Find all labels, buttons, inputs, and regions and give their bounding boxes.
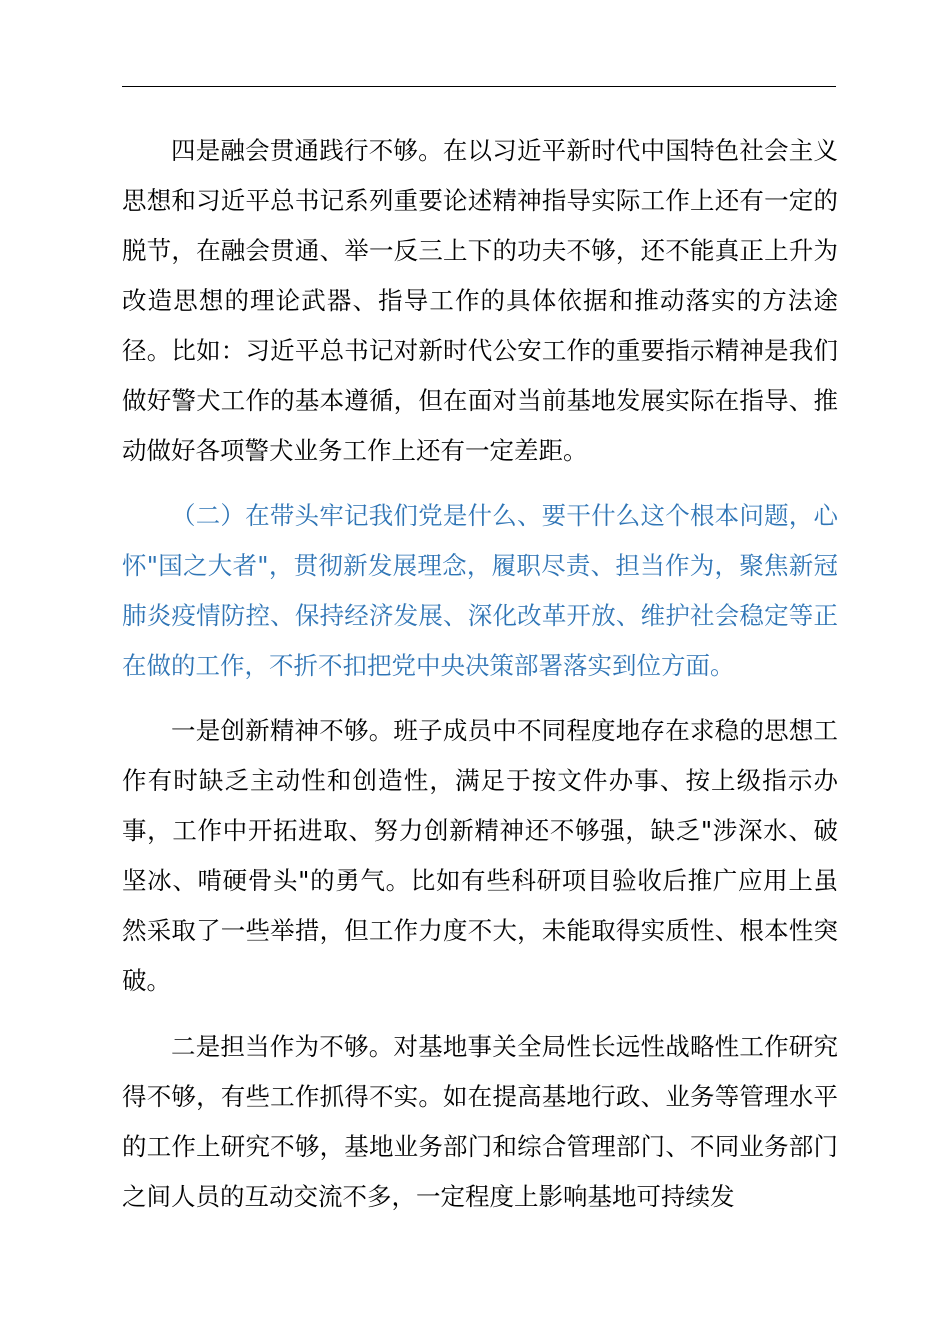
document-body [122, 126, 838, 1222]
paragraph-integration-practice: 四是融会贯通践行不够。在以习近平新时代中国特色社会主义思想和习近平总书记系列重要论述精神指导实际工作上还有一定的脱节，在融会贯通、举一反三上下的功夫不够，还不能真正上升为改造思想的理论武器、指导工作的具体依据和推动落实的方法途径。比如：习近平总书记对新时代公安工作的重要指示精神是我们做好警犬工作的基本遵循，但在面对当前基地发展实际在指导、推动做好各项警犬业务工作上还有一定差距。 [122, 136, 838, 465]
section-heading-two: （二）在带头牢记我们党是什么、要干什么这个根本问题，心怀"国之大者"，贯彻新发展理念，履职尽责、担当作为，聚焦新冠肺炎疫情防控、保持经济发展、深化改革开放、维护社会稳定等正在做的工作，不折不扣把党中央决策部署落实到位方面。 [122, 501, 838, 680]
paragraph-responsibility: 二是担当作为不够。对基地事关全局性长远性战略性工作研究得不够，有些工作抓得不实。如在提高基地行政、业务等管理水平的工作上研究不够，基地业务部门和综合管理部门、不同业务部门之间人员的互动交流不多，一定程度上影响基地可持续发 [122, 1032, 838, 1211]
paragraph-innovation-spirit: 一是创新精神不够。班子成员中不同程度地存在求稳的思想工作有时缺乏主动性和创造性，满足于按文件办事、按上级指示办事，工作中开拓进取、努力创新精神还不够强，缺乏"涉深水、破坚冰、啃硬骨头"的勇气。比如有些科研项目验收后推广应用上虽然采取了一些举措，但工作力度不大，未能取得实质性、根本性突破。 [122, 716, 838, 995]
header-rule [122, 86, 836, 87]
